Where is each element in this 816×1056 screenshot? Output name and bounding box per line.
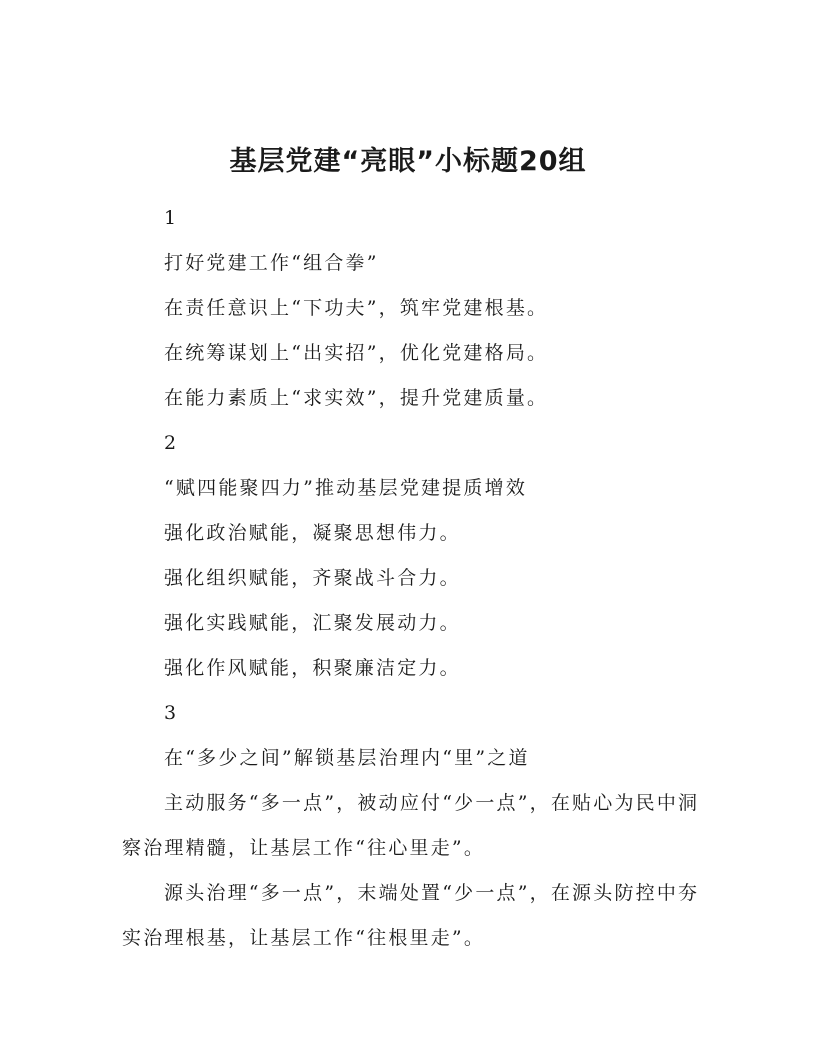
group-heading: 在“多少之间”解锁基层治理内“里”之道	[164, 747, 530, 769]
group-line: 强化政治赋能，凝聚思想伟力。	[164, 522, 461, 544]
group-line: 强化实践赋能，汇聚发展动力。	[164, 612, 461, 634]
group-line: 在统筹谋划上“出实招”，优化党建格局。	[164, 342, 549, 364]
group-number: 2	[164, 432, 179, 454]
document-title: 基层党建“亮眼”小标题20组	[229, 146, 587, 177]
group-number: 1	[164, 207, 179, 229]
group-line: 在能力素质上“求实效”，提升党建质量。	[164, 387, 549, 409]
group-heading: 打好党建工作“组合拳”	[164, 252, 379, 274]
group-paragraph: 源头治理“多一点”，末端处置“少一点”，在源头防控中夯实治理根基，让基层工作“往根里走”。	[122, 882, 700, 949]
group-number: 3	[164, 702, 179, 724]
group-line: 在责任意识上“下功夫”，筑牢党建根基。	[164, 297, 549, 319]
group-paragraph: 主动服务“多一点”，被动应付“少一点”，在贴心为民中洞察治理精髓，让基层工作“往心里走”。	[122, 792, 700, 859]
group-line: 强化组织赋能，齐聚战斗合力。	[164, 567, 461, 589]
group-heading: “赋四能聚四力”推动基层党建提质增效	[164, 477, 528, 499]
group-line: 强化作风赋能，积聚廉洁定力。	[164, 657, 461, 679]
document-body	[122, 196, 702, 961]
